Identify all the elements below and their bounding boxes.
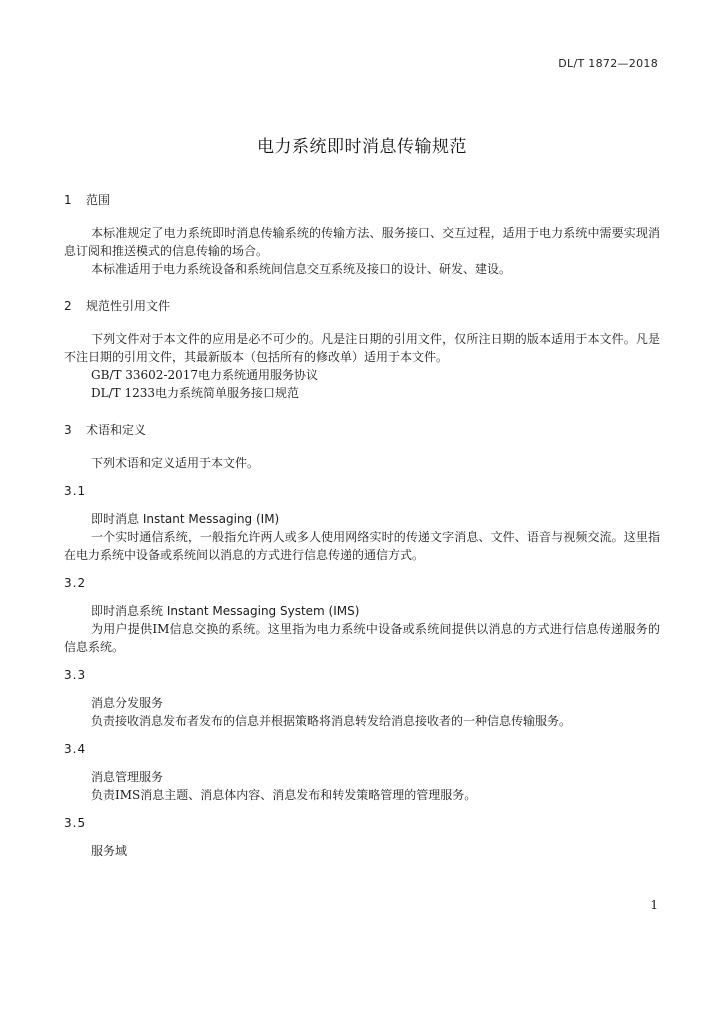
term-number: 3.3 (64, 668, 87, 682)
section-number: 3 (64, 423, 72, 437)
document-title: 电力系统即时消息传输规范 (257, 137, 467, 157)
section-title: 规范性引用文件 (86, 299, 171, 313)
page-number: 1 (650, 898, 658, 912)
term-definition: 负责接收消息发布者发布的信息并根据策略将消息转发给消息接收者的一种信息传输服务。 (91, 714, 572, 728)
section-heading-terms (64, 421, 660, 439)
section-heading-normative-references (64, 297, 660, 315)
reference-item: DL/T 1233电力系统简单服务接口规范 (91, 386, 299, 400)
section-title: 范围 (86, 193, 111, 207)
standard-code: DL/T 1872—2018 (558, 57, 658, 70)
term-number: 3.2 (64, 576, 87, 590)
term-name: 消息分发服务 (91, 696, 164, 710)
scope-paragraph-1: 本标准规定了电力系统即时消息传输系统的传输方法、服务接口、交互过程，适用于电力系统中需要实现消息订阅和推送模式的信息传输的场合。 (64, 226, 660, 258)
section-number: 1 (64, 193, 72, 207)
term-number: 3.5 (64, 816, 87, 830)
section-title: 术语和定义 (86, 423, 147, 437)
document-body (64, 191, 660, 860)
term-definition: 一个实时通信系统，一般指允许两人或多人使用网络实时的传递文字消息、文件、语音与视频交流。这里指在电力系统中设备或系统间以消息的方式进行信息传递的通信方式。 (64, 530, 660, 562)
term-name: 服务域 (91, 844, 128, 858)
term-number: 3.4 (64, 742, 87, 756)
term-number: 3.1 (64, 484, 87, 498)
term-name: 即时消息系统 Instant Messaging System (IMS) (91, 604, 360, 618)
scope-paragraph-2: 本标准适用于电力系统设备和系统间信息交互系统及接口的设计、研发、建设。 (91, 262, 512, 276)
term-definition: 为用户提供IM信息交换的系统。这里指为电力系统中设备或系统间提供以消息的方式进行信息传递服务的信息系统。 (64, 622, 660, 654)
term-definition: 负责IMS消息主题、消息体内容、消息发布和转发策略管理的管理服务。 (91, 788, 477, 802)
section-number: 2 (64, 299, 72, 313)
references-intro: 下列文件对于本文件的应用是必不可少的。凡是注日期的引用文件，仅所注日期的版本适用于本文件。凡是不注日期的引用文件，其最新版本（包括所有的修改单）适用于本文件。 (64, 332, 660, 364)
term-name: 消息管理服务 (91, 770, 164, 784)
terms-intro: 下列术语和定义适用于本文件。 (91, 456, 260, 470)
term-name: 即时消息 Instant Messaging (IM) (91, 512, 280, 526)
reference-item: GB/T 33602-2017电力系统通用服务协议 (91, 368, 319, 382)
section-heading-scope (64, 191, 660, 209)
